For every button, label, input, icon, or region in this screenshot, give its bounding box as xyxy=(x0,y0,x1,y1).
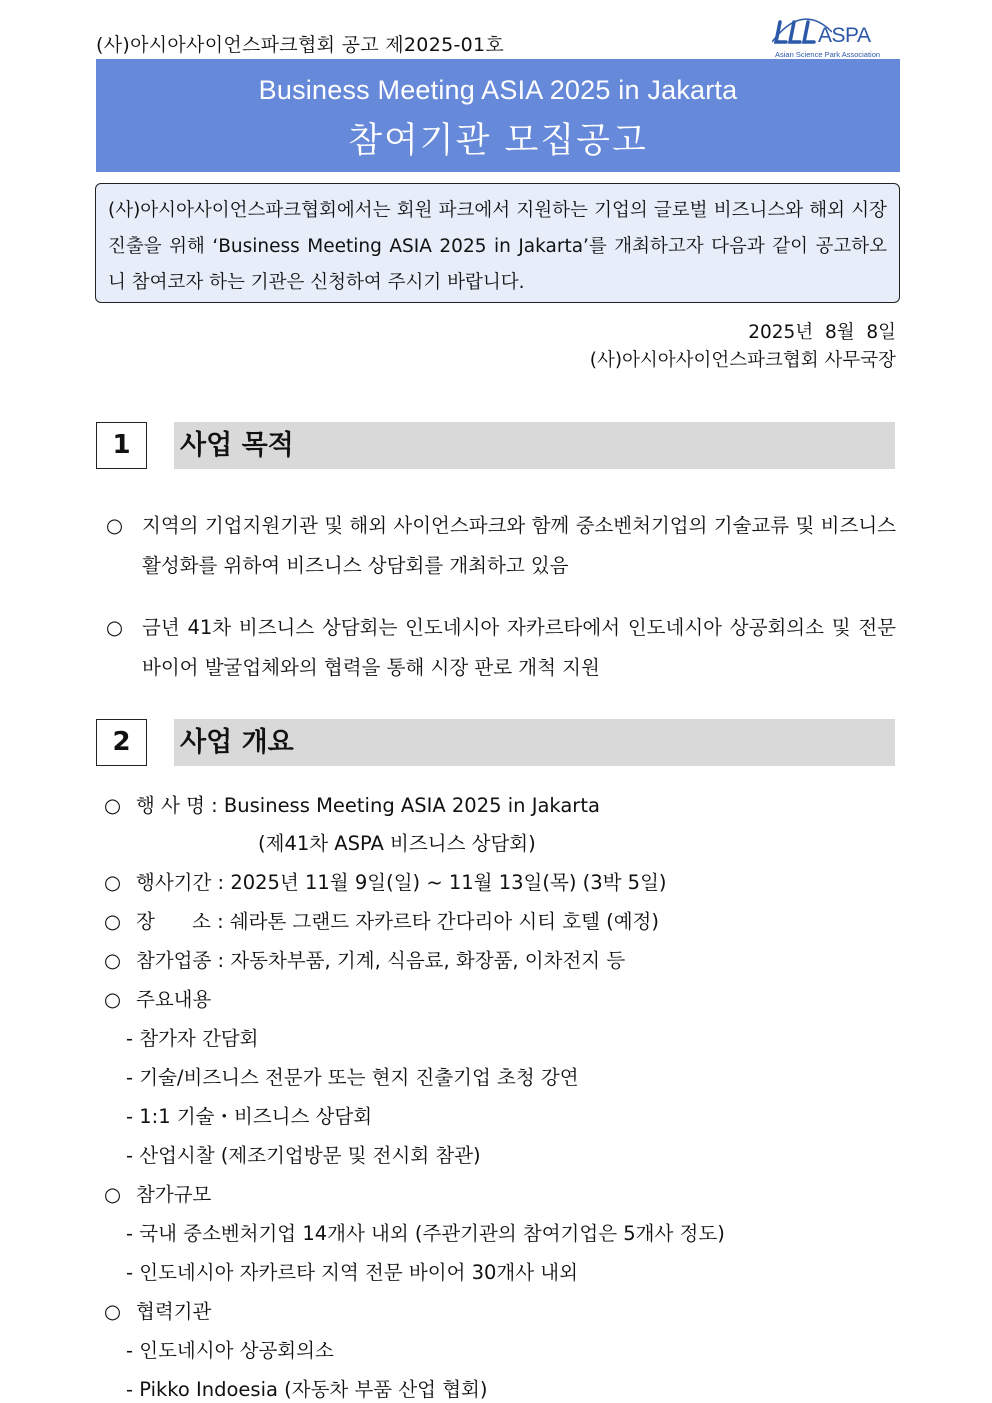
label: 행사기간 : xyxy=(136,871,225,894)
banner-title-english: Business Meeting ASIA 2025 in Jakarta xyxy=(258,75,738,105)
circle-bullet-icon: ○ xyxy=(104,910,122,933)
purpose-bullet xyxy=(106,506,896,586)
issuer: (사)아시아사이언스파크협회 사무국장 xyxy=(589,350,896,371)
intro-box xyxy=(95,183,900,303)
overview-industry xyxy=(104,945,625,973)
value: 자동차부품, 기계, 식음료, 화장품, 이차전지 등 xyxy=(230,949,626,972)
purpose-text: 금년 41차 비즈니스 상담회는 인도네시아 자카르타에서 인도네시아 상공회의소 및 전문 바이어 발굴업체와의 협력을 통해 시장 판로 개척 지원 xyxy=(142,616,896,679)
list-item: - Pikko Indoesia (자동차 부품 산업 협회) xyxy=(126,1378,488,1401)
logo-text: ASPA xyxy=(818,24,871,47)
overview-scale xyxy=(104,1179,211,1207)
value: 2025년 11월 9일(일) ~ 11월 13일(목) (3박 5일) xyxy=(230,871,667,894)
overview-contents xyxy=(104,984,211,1012)
label: 주요내용 xyxy=(136,988,212,1011)
circle-bullet-icon: ○ xyxy=(104,1300,122,1323)
list-item: - 국내 중소벤처기업 14개사 내외 (주관기관의 참여기업은 5개사 정도) xyxy=(126,1222,725,1245)
label: 협력기관 xyxy=(136,1300,212,1323)
notice-date: 2025년 8월 8일 xyxy=(748,322,896,343)
list-item: - 인도네시아 자카르타 지역 전문 바이어 30개사 내외 xyxy=(126,1261,578,1284)
circle-bullet-icon: ○ xyxy=(104,871,122,894)
title-banner xyxy=(96,59,900,172)
aspa-logo xyxy=(772,10,902,62)
circle-bullet-icon: ○ xyxy=(104,794,122,817)
label: 장 소 : xyxy=(136,910,224,933)
overview-venue xyxy=(104,906,659,934)
circle-bullet-icon: ○ xyxy=(104,1183,122,1206)
list-item: - 1:1 기술・비즈니스 상담회 xyxy=(126,1105,373,1128)
circle-bullet-icon: ○ xyxy=(106,616,124,639)
section-title: 사업 목적 xyxy=(174,422,895,469)
overview-partners xyxy=(104,1296,211,1324)
list-item: - 인도네시아 상공회의소 xyxy=(126,1339,334,1362)
circle-bullet-icon: ○ xyxy=(106,514,124,537)
label: 참가업종 : xyxy=(136,949,225,972)
list-item: - 기술/비즈니스 전문가 또는 현지 진출기업 초청 강연 xyxy=(126,1066,579,1089)
list-item: - 산업시찰 (제조기업방문 및 전시회 참관) xyxy=(126,1144,481,1167)
section-number: 2 xyxy=(96,719,147,766)
notice-number: (사)아시아사이언스파크협회 공고 제2025-01호 xyxy=(96,34,505,56)
value: Business Meeting ASIA 2025 in Jakarta xyxy=(223,794,600,817)
label: 행 사 명 : xyxy=(136,794,218,817)
circle-bullet-icon: ○ xyxy=(104,949,122,972)
section-number: 1 xyxy=(96,422,147,469)
banner-title-korean: 참여기관 모집공고 xyxy=(348,121,648,161)
purpose-text: 지역의 기업지원기관 및 해외 사이언스파크와 함께 중소벤처기업의 기술교류 및 비즈니스 활성화를 위하여 비즈니스 상담회를 개최하고 있음 xyxy=(142,514,896,577)
section-title: 사업 개요 xyxy=(174,719,895,766)
overview-event-name-sub: (제41차 ASPA 비즈니스 상담회) xyxy=(258,832,536,855)
overview-period xyxy=(104,867,667,895)
intro-text: (사)아시아사이언스파크협회에서는 회원 파크에서 지원하는 기업의 글로벌 비즈니스와 해외 시장 진출을 위해 ‘Business Meeting ASIA 2025 in Jakarta’를 개최하고자 다음과 같이 공고하오니 참여코자 하는 기관은 신청하여 주시기 바랍니다. xyxy=(108,200,887,293)
list-item: - 참가자 간담회 xyxy=(126,1027,259,1050)
overview-event-name xyxy=(104,790,600,818)
value: 쉐라톤 그랜드 자카르타 간다리아 시티 호텔 (예정) xyxy=(229,910,659,933)
purpose-bullet xyxy=(106,608,896,688)
circle-bullet-icon: ○ xyxy=(104,988,122,1011)
label: 참가규모 xyxy=(136,1183,212,1206)
logo-subtext: Asian Science Park Association xyxy=(775,50,881,59)
